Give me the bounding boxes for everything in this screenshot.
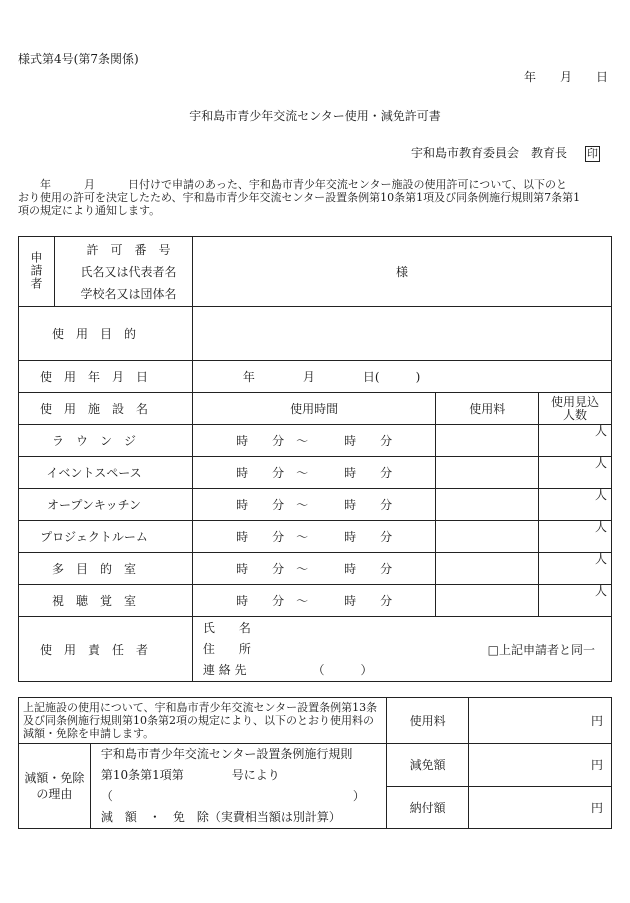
facility-row xyxy=(19,457,612,489)
school-label: 学校名又は団体名 xyxy=(80,286,177,301)
use-date-label: 使 用 年 月 日 xyxy=(39,370,148,384)
facility-name-av-room: 視 聴 覚 室 xyxy=(51,594,136,608)
rule-line-2: 第10条第1項第 号により xyxy=(100,768,280,782)
fee-input[interactable] xyxy=(436,585,539,617)
facility-name-cell xyxy=(19,585,193,617)
facility-row xyxy=(19,553,612,585)
purpose-label-cell xyxy=(19,307,193,361)
rule-line-4: 減 額 ・ 免 除（実費相当額は別計算） xyxy=(100,810,341,824)
facility-name-project-room: プロジェクトルーム xyxy=(40,530,148,544)
applicant-side-label: 申請者 xyxy=(19,237,55,307)
seal-mark: 印 xyxy=(587,147,598,160)
facility-name-cell xyxy=(19,489,193,521)
facility-name-cell xyxy=(19,457,193,489)
fee-input[interactable] xyxy=(436,425,539,457)
fee-input[interactable] xyxy=(436,553,539,585)
responsible-details[interactable] xyxy=(192,617,611,682)
facility-name-cell xyxy=(19,553,193,585)
facility-row xyxy=(19,489,612,521)
use-date-input[interactable] xyxy=(192,361,611,393)
responsible-address: 住 所 xyxy=(202,641,251,656)
facility-row xyxy=(19,425,612,457)
use-date-value: 年 月 日( ) xyxy=(242,370,421,384)
reduced-amount-input[interactable]: 円 xyxy=(469,744,612,787)
people-input[interactable]: 人 xyxy=(539,521,612,553)
time-header: 使用時間 xyxy=(192,393,435,425)
responsible-name: 氏 名 xyxy=(202,620,251,635)
rule-line-3: （ ） xyxy=(100,789,365,803)
intro-line-2: おり使用の許可を決定したため、宇和島市青少年交流センター設置条例第10条第1項及び同条例施行規則第7条第1 xyxy=(18,191,581,204)
facility-name-cell xyxy=(19,425,193,457)
fee-input[interactable] xyxy=(436,489,539,521)
people-input[interactable]: 人 xyxy=(539,489,612,521)
fee-amount-input[interactable]: 円 xyxy=(469,698,612,744)
applicant-value-cell[interactable] xyxy=(192,237,611,307)
intro-paragraph xyxy=(18,178,580,217)
responsible-label-cell xyxy=(19,617,193,682)
payment-label: 納付額 xyxy=(386,786,469,829)
fee-input[interactable] xyxy=(436,521,539,553)
reduction-table xyxy=(18,697,612,829)
permit-table xyxy=(18,236,612,682)
facility-name-multipurpose: 多 目 的 室 xyxy=(51,562,136,576)
facility-row xyxy=(19,521,612,553)
facility-name-cell xyxy=(19,521,193,553)
facility-name-lounge: ラ ウ ン ジ xyxy=(51,434,136,448)
name-label: 氏名又は代表者名 xyxy=(80,264,177,279)
people-input[interactable]: 人 xyxy=(539,585,612,617)
time-input[interactable]: 時 分 ～ 時 分 xyxy=(192,553,435,585)
reason-label-cell xyxy=(19,744,91,829)
fee-input[interactable] xyxy=(436,457,539,489)
fee-label: 使用料 xyxy=(386,698,469,744)
people-input[interactable]: 人 xyxy=(539,553,612,585)
time-input[interactable]: 時 分 ～ 時 分 xyxy=(192,457,435,489)
honorific: 様 xyxy=(395,265,408,279)
issuer-name: 宇和島市教育委員会 教育長 xyxy=(410,146,567,160)
intro-line-1: 年 月 日付けで申請のあった、宇和島市青少年交流センター施設の使用許可について、以下のと xyxy=(18,178,568,191)
reason-label-line-1: 減額・免除 xyxy=(24,771,85,785)
same-as-applicant-checkbox[interactable]: □上記申請者と同一 xyxy=(487,643,595,657)
use-date-label-cell xyxy=(19,361,193,393)
time-input[interactable]: 時 分 ～ 時 分 xyxy=(192,521,435,553)
issue-date: 年 月 日 xyxy=(523,70,608,84)
time-input[interactable]: 時 分 ～ 時 分 xyxy=(192,585,435,617)
reason-label-line-2: の理由 xyxy=(36,787,73,801)
facility-name-open-kitchen: オープンキッチン xyxy=(46,498,142,512)
page-title: 宇和島市青少年交流センター使用・減免許可書 xyxy=(189,109,441,123)
reduction-notice-cell: 上記施設の使用について、宇和島市青少年交流センター設置条例第13条及び同条例施行規則第10条第2項の規定により、以下のとおり使用料の減額・免除を申請します。 xyxy=(19,698,387,744)
responsible-contact: 連 絡 先 （ ） xyxy=(202,662,373,677)
purpose-label: 使 用 目 的 xyxy=(51,327,136,341)
purpose-input[interactable] xyxy=(192,307,611,361)
intro-line-3: 項の規定により通知します。 xyxy=(18,204,161,217)
applicant-labels xyxy=(54,237,192,307)
people-input[interactable]: 人 xyxy=(539,425,612,457)
people-header: 使用見込人数 xyxy=(539,393,612,425)
form-number: 様式第4号(第7条関係) xyxy=(18,52,139,66)
responsible-label: 使 用 責 任 者 xyxy=(39,642,148,657)
reduced-label: 減免額 xyxy=(386,744,469,787)
time-input[interactable]: 時 分 ～ 時 分 xyxy=(192,489,435,521)
facility-row xyxy=(19,585,612,617)
people-input[interactable]: 人 xyxy=(539,457,612,489)
reason-rule-cell[interactable] xyxy=(90,744,386,829)
fee-header: 使用料 xyxy=(436,393,539,425)
facility-header-cell xyxy=(19,393,193,425)
facility-header-label: 使 用 施 設 名 xyxy=(39,402,148,416)
rule-line-1: 宇和島市青少年交流センター設置条例施行規則 xyxy=(100,747,353,761)
time-input[interactable]: 時 分 ～ 時 分 xyxy=(192,425,435,457)
permit-number-label: 許 可 番 号 xyxy=(86,242,171,257)
payment-amount-input[interactable]: 円 xyxy=(469,786,612,829)
issuer xyxy=(411,144,600,162)
facility-name-event-space: イベントスペース xyxy=(46,466,142,480)
